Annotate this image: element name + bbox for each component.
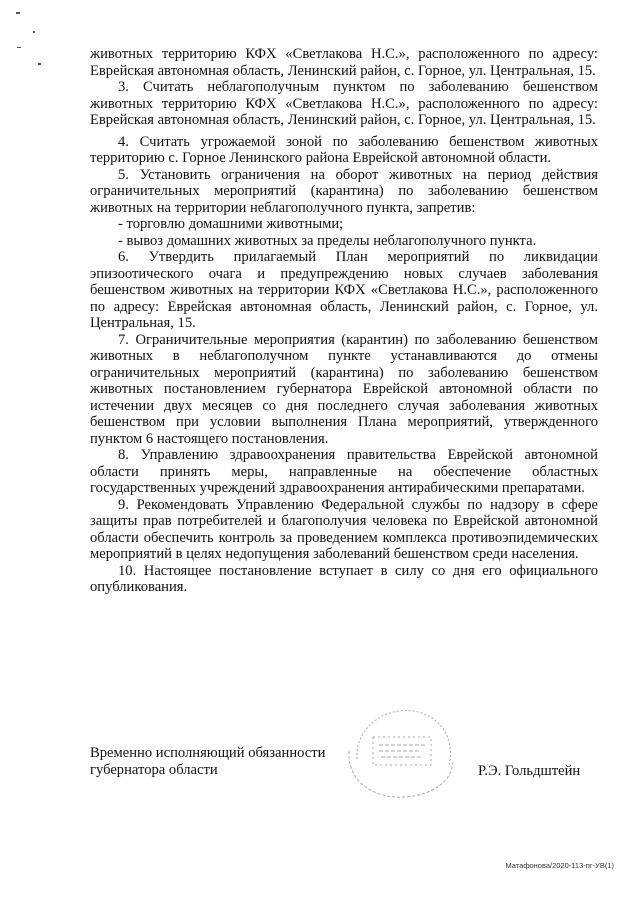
scan-mark	[33, 31, 35, 33]
official-seal-stamp	[343, 699, 463, 804]
paragraph-5: 5. Установить ограничения на оборот животных на период действия ограничительных мероприятий (карантина) по заболеванию бешенством животных на территории неблагополучного пункта, запретив:	[90, 166, 598, 216]
signer-position-line1: Временно исполняющий обязанности	[90, 745, 326, 761]
scan-mark	[17, 47, 21, 48]
bullet-item: - вывоз домашних животных за пределы неблагополучного пункта.	[118, 232, 537, 249]
scan-mark	[16, 12, 20, 14]
paragraph-6: 6. Утвердить прилагаемый План мероприятий по ликвидации эпизоотического очага и предупреждению новых случаев заболевания бешенством животных на территории КФХ «Светлакова Н.С.», расположенного по адресу: Еврейская автономная область, Ленинский район, с. Горное, ул. Центральная, 15.	[90, 249, 598, 331]
page-text	[90, 46, 598, 596]
paragraph-4: 4. Считать угрожаемой зоной по заболеванию бешенством животных территорию с. Горное Ленинского района Еврейской автономной области.	[90, 133, 598, 166]
paragraph-3: 3. Считать неблагополучным пунктом по заболеванию бешенством животных территорию КФХ «Светлакова Н.С.», расположенного по адресу: Еврейская автономная область, Ленинский район, с. Горное, ул. Центральная, 15.	[90, 79, 598, 128]
paragraph-9: 9. Рекомендовать Управлению Федеральной службы по надзору в сфере защиты прав потребителей и благополучия человека по Еврейской автономной области обеспечить контроль за проведением комплекса противоэпидемических мероприятий в целях недопущения заболеваний бешенством среди населения.	[90, 496, 598, 562]
signer-name: Р.Э. Гольдштейн	[478, 763, 581, 779]
paragraph-2-continuation: животных территорию КФХ «Светлакова Н.С.», расположенного по адресу: Еврейская автономная область, Ленинский район, с. Горное, ул. Центральная, 15.	[90, 46, 598, 79]
paragraph-8: 8. Управлению здравоохранения правительства Еврейской автономной области принять меры, направленные на обеспечение областных государственных учреждений здравоохранения антирабическими препаратами.	[90, 447, 598, 496]
bullet-item: - торговлю домашними животными;	[118, 216, 344, 232]
signer-position	[90, 745, 325, 779]
scan-mark	[38, 63, 41, 65]
footer-reference: Матафонова/2020-113-пг-УВ(1)	[505, 861, 614, 870]
signer-position-line2: губернатора области	[90, 762, 218, 778]
paragraph-10: 10. Настоящее постановление вступает в силу со дня его официального опубликования.	[90, 562, 598, 595]
paragraph-7: 7. Ограничительные мероприятия (карантин) по заболеванию бешенством животных в неблагополучном пункте устанавливаются до отмены ограничительных мероприятий (карантина) по заболеванию бешенством животных постановлением губернатора Еврейской автономной области по истечении двух месяцев со дня последнего случая заболевания животных бешенством при условии выполнения Плана мероприятий, утвержденного пунктом 6 настоящего постановления.	[90, 331, 598, 447]
